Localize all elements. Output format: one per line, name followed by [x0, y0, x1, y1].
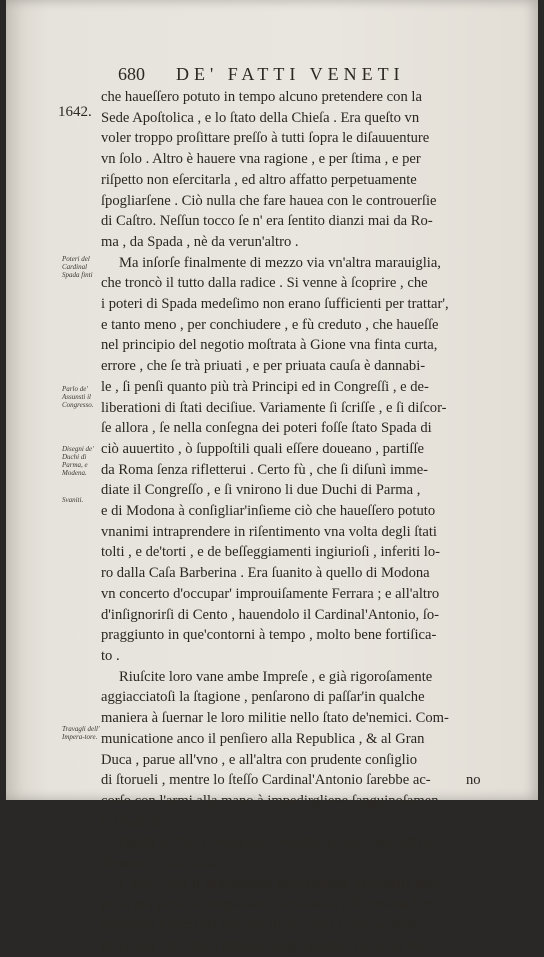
text-line: ma , da Spada , nè da verun'altro . — [101, 233, 299, 250]
margin-year: 1642. — [58, 104, 92, 120]
text-line: to . — [101, 647, 120, 664]
margin-note: Disegni de' Duchi di Parma, e Modena. — [62, 445, 94, 477]
running-title: DE' FATTI VENETI — [176, 64, 405, 84]
text-line: e di Modona à conſigliar'inſieme ciò che haueſſero potuto — [101, 503, 436, 520]
margin-note: Travagli dell' Impera-tore. — [62, 725, 100, 741]
book-page — [6, 0, 538, 954]
text-line: Queſte in Italia preparate conuulſioni , non però offen- — [119, 834, 437, 851]
text-line: di ſtorueli , mentre lo ſteſſo Cardinal'Antonio ſarebbe ac- — [101, 772, 431, 789]
text-line: Duca , parue all'vno , e all'altra con prudente conſiglio — [101, 751, 418, 768]
text-line: i poteri di Spada medeſimo non erano ſufficienti per trattar', — [101, 296, 449, 313]
text-line: ciò auuertito , ò ſuppoſtili quali eſſere doueano , partiſſe — [101, 440, 424, 457]
catchword: no — [466, 772, 481, 788]
text-line: municatione anco il penſiero alla Republica , & al Gran — [101, 730, 425, 747]
text-line: vn ſolo . Altro è hauere vna ragione , e per ſtima , e per — [101, 151, 421, 168]
text-line: vn concerto d'occupar' improuiſamente Ferrara ; e all'altro — [101, 585, 440, 602]
text-line: praggiunto in que'contorni à tempo , molto bene fortiſica- — [101, 627, 437, 644]
text-line: po in più parti la conquaſſata Chriſtianità . Si trouaua l'Im- — [101, 896, 441, 913]
text-line: Sede Apoſtolica , e lo ſtato della Chieſa . Era queſto vn — [101, 109, 420, 126]
text-line: che haueſſero potuto in tempo alcuno pretendere con la — [101, 89, 422, 105]
text-line: te l'ingreſſo . — [101, 813, 175, 830]
text-line: di Caſtro. Neſſun tocco ſe n' era ſentito dianzi mai da Ro- — [101, 213, 433, 230]
text-line: le , ſi penſi quanto più trà Principi ed in Congreſſi , e de- — [101, 378, 429, 395]
text-line: riſpetto non eſercitarla , ed altro affatto perpetuamente — [101, 171, 417, 188]
text-line: diate il Congreſſo , e ſi vnirono li due Duchi di Parma , — [101, 482, 421, 499]
text-line: ro dalla Caſa Barberina . Era ſuanito à quello di Modona — [101, 565, 430, 582]
text-line: deuano la ſola Italia . — [101, 855, 224, 872]
text-line: che troncò il tutto dalla radice . Si venne à ſcoprire , che — [101, 275, 428, 292]
text-line: di Vienna . Era ſtato diſtrutto dagli Suedeſi vicino al Re- — [101, 937, 428, 954]
text-line: Riuſcite loro vane ambe Impreſe , e già rigoroſamente — [119, 668, 433, 685]
text-line: maniera à ſuernar le loro militie nello ſtato de'nemici. Com- — [101, 710, 449, 727]
text-line: perator'in Germania non più ſicuro nella Città medeſima — [101, 917, 429, 934]
text-line: voler troppo proſittare preſſo à tutti ſopra le diſauuenture — [101, 130, 430, 147]
text-line: liberationi di ſtati deciſiue. Variamente ſi ſcriſſe , e ſi diſcor- — [101, 399, 447, 416]
text-line: nel principio del negotio moſtrata à Gione vna finta curta, — [101, 337, 438, 354]
text-line: corſo con l'armi alla mano à impedirgliene ſanguinoſamen- — [101, 792, 444, 809]
text-line: vnanimi intraprendere in riſentimento vna volta degli ſtati — [101, 523, 437, 540]
text-line: e tanto meno , per conchiudere , e fù creduto , che haueſſe — [101, 316, 439, 333]
page-number: 680 — [118, 64, 145, 84]
text-line: ſpogliarſene . Ciò nulla che fare hauea con le controuerſie — [101, 192, 437, 209]
text-line: Ma inſorſe finalmente di mezzo via vn'altra marauiglia, — [119, 254, 441, 271]
body-text — [101, 87, 521, 957]
margin-note: Svaniti. — [62, 496, 84, 504]
text-line: d'inſignorirſi di Cento , hauendolo il Cardinal'Antonio, ſo- — [101, 606, 440, 623]
text-line: aggiacciatoſi la ſtagione , penſarono di paſſar'in qualche — [101, 689, 425, 706]
page-header — [118, 64, 518, 88]
text-line: errore , che ſe trà priuati , e per priuata cauſa è dannabi- — [101, 358, 426, 375]
text-line: ſe allora , ſe nella conſegna dei poteri foſſe ſtato Spada di — [101, 420, 432, 437]
text-line: tolti , e de'torti , e de beſſeggiamenti ingiurioſi , inferiti lo- — [101, 544, 441, 561]
text-line: da Roma ſenza rifletterui . Certo fù , che ſi diſunì imme- — [101, 461, 429, 478]
margin-note: Poteri del Cardinal Spada finti — [62, 255, 93, 279]
margin-note: Parlo de' Assunsti il Congresso. — [62, 385, 94, 409]
text-line: L'armi , che ſi aguzzauano mortalmente nell'iſteſſo tem- — [119, 875, 443, 892]
